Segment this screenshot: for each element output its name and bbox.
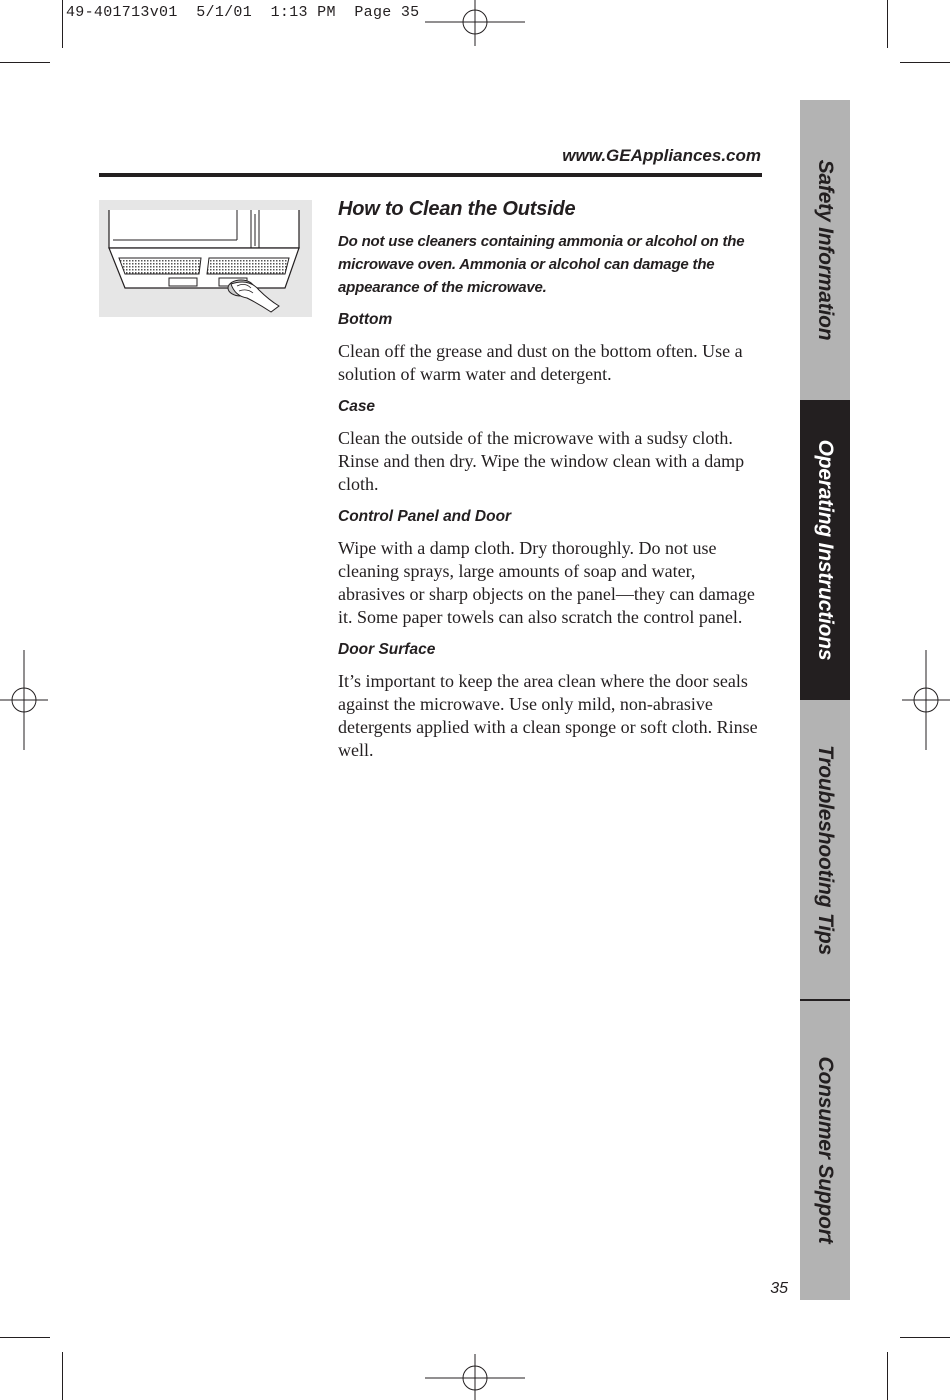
page-number: 35 [770,1280,788,1297]
website-url: www.GEAppliances.com [562,146,761,165]
illustration-panel [99,200,312,317]
header-rule [99,173,762,177]
cleaning-instructions [338,196,760,772]
tab-troubleshooting-tips[interactable] [800,700,850,1000]
control-panel-heading: Control Panel and Door [338,508,512,525]
section-tabs [800,100,850,1300]
registration-mark-bottom-icon [425,1352,525,1400]
case-heading: Case [338,398,376,415]
tab-label: Troubleshooting Tips [814,745,837,955]
case-text: Clean the outside of the microwave with a sudsy cloth. Rinse and then dry. Wipe the window clean with a damp cloth. [338,428,745,494]
registration-mark-top-icon [425,0,525,50]
print-slug: 49-401713v01 5/1/01 1:13 PM Page 35 [66,4,420,21]
control-panel-text: Wipe with a damp cloth. Dry thoroughly. Do not use cleaning sprays, large amounts of soap and water, abrasives or sharp objects on the panel—they can damage it. Some paper towels can also scratch the control panel. [338,538,755,627]
microwave-bottom-cleaning-illustration [99,200,312,317]
tab-label: Safety Information [814,159,837,341]
ammonia-alcohol-warning: Do not use cleaners containing ammonia or alcohol on the microwave oven. Ammonia or alcohol can damage the appearance of the microwave. [338,233,745,296]
door-surface-text: It’s important to keep the area clean where the door seals against the microwave. Use only mild, non-abrasive detergents applied with a clean sponge or soft cloth. Rinse well. [338,671,758,760]
tab-consumer-support[interactable] [800,1000,850,1300]
tab-label: Operating Instructions [814,439,837,661]
tab-safety-information[interactable] [800,100,850,400]
section-title: How to Clean the Outside [338,198,576,220]
registration-mark-right-icon [900,650,950,750]
door-surface-heading: Door Surface [338,641,436,658]
bottom-heading: Bottom [338,311,393,328]
tab-operating-instructions[interactable] [800,400,850,700]
tab-label: Consumer Support [814,1056,837,1244]
registration-mark-left-icon [0,650,50,750]
bottom-text: Clean off the grease and dust on the bottom often. Use a solution of warm water and detergent. [338,341,743,384]
